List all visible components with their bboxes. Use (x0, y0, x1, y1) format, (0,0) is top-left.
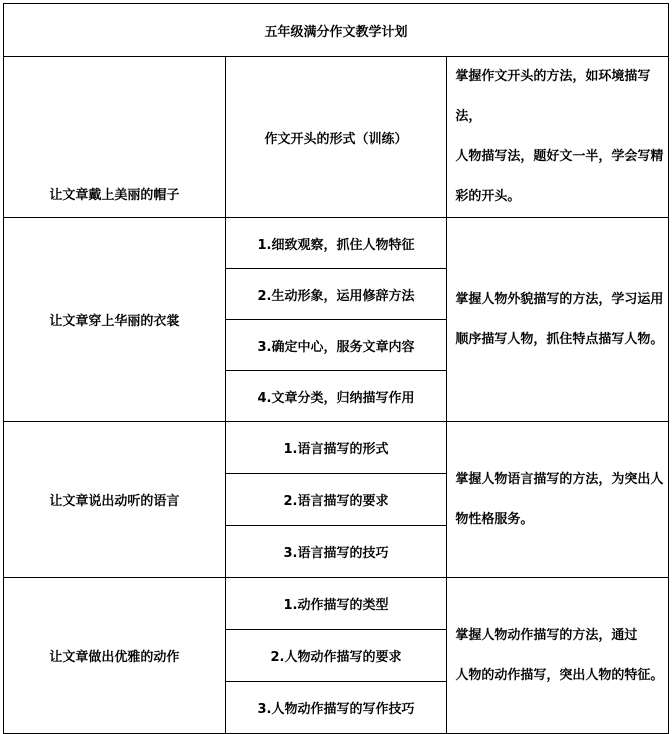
item-cell: 2.语言描写的要求 (225, 474, 447, 526)
goal-cell (447, 57, 669, 218)
goal-line: 掌握人物动作描写的方法，通过 (455, 627, 638, 643)
item-cell: 作文开头的形式（训练） (225, 57, 447, 218)
goal-cell (447, 422, 669, 578)
table-title: 五年级满分作文教学计划 (4, 4, 669, 57)
topic-cell: 让文章穿上华丽的衣裳 (4, 218, 226, 422)
table-row (4, 218, 669, 269)
table-row (4, 57, 669, 218)
item-cell: 1.动作描写的类型 (225, 578, 447, 630)
table-row (4, 578, 669, 630)
goal-line: 掌握人物语言描写的方法，为突出人物性格服务。 (455, 471, 664, 527)
item-cell: 3.语言描写的技巧 (225, 526, 447, 578)
topic-cell (4, 57, 226, 218)
item-cell: 2.人物动作描写的要求 (225, 630, 447, 682)
goal-line: 顺序描写人物，抓住特点描写人物。 (455, 331, 664, 347)
goal-line: 掌握人物外貌描写的方法，学习运用 (455, 291, 664, 307)
goal-cell (447, 578, 669, 734)
item-cell: 3.人物动作描写的写作技巧 (225, 682, 447, 734)
item-cell: 3.确定中心，服务文章内容 (225, 320, 447, 371)
table-row (4, 422, 669, 474)
topic-cell: 让文章说出动听的语言 (4, 422, 226, 578)
topic-text: 让文章戴上美丽的帽子 (49, 188, 180, 203)
goal-line: 人物描写法，题好文一半，学会写精彩的开头。 (455, 149, 664, 204)
teaching-plan-table (3, 3, 669, 734)
item-cell: 2.生动形象，运用修辞方法 (225, 269, 447, 320)
goal-line: 掌握作文开头的方法，如环境描写法， (455, 69, 651, 124)
item-cell: 4.文章分类，归纳描写作用 (225, 371, 447, 422)
item-cell: 1.细致观察，抓住人物特征 (225, 218, 447, 269)
goal-line: 人物的动作描写，突出人物的特征。 (455, 667, 664, 683)
item-cell: 1.语言描写的形式 (225, 422, 447, 474)
topic-cell: 让文章做出优雅的动作 (4, 578, 226, 734)
goal-cell (447, 218, 669, 422)
